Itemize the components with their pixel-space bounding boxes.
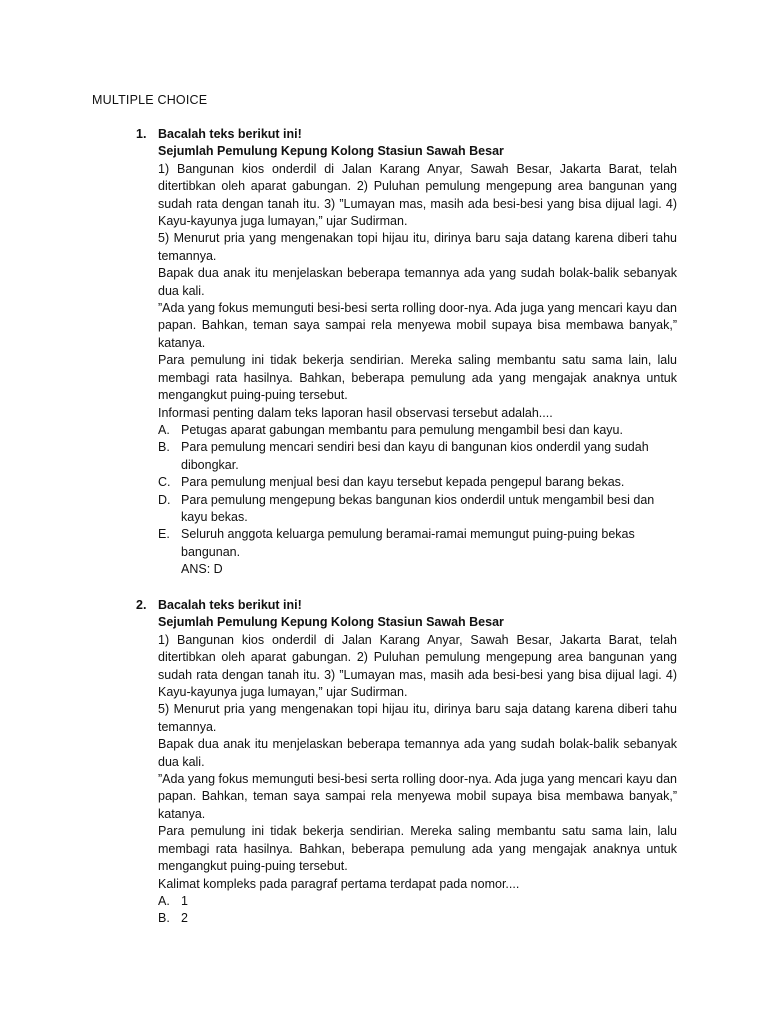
option-text: Para pemulung mencari sendiri besi dan kayu di bangunan kios onderdil yang sudah dibongkar. xyxy=(181,440,649,472)
answer-option-e xyxy=(158,526,677,561)
question-prompt: Informasi penting dalam teks laporan hasil observasi tersebut adalah.... xyxy=(158,405,553,420)
question-instruction: Bacalah teks berikut ini! xyxy=(158,127,302,141)
option-letter: B. xyxy=(158,911,170,926)
option-letter: B. xyxy=(158,440,170,455)
article-paragraph: 1) Bangunan kios onderdil di Jalan Karang Anyar, Sawah Besar, Jakarta Barat, telah ditertibkan oleh aparat gabungan. 2) Puluhan pemulung mengepung area bangunan yang sudah rata dengan tanah itu. 3) ”Lumayan mas, masih ada besi-besi yang bisa dijual lagi. 4) Kayu-kayunya juga lumayan,” ujar Sudirman. xyxy=(158,161,677,229)
answer-option-a xyxy=(158,893,677,910)
article-title: Sejumlah Pemulung Kepung Kolong Stasiun Sawah Besar xyxy=(158,144,504,159)
answer-key: ANS: D xyxy=(181,562,223,577)
option-text: Para pemulung mengepung bekas bangunan kios onderdil untuk mengambil besi dan kayu bekas. xyxy=(181,492,655,524)
answer-option-a xyxy=(158,422,677,439)
section-heading: MULTIPLE CHOICE xyxy=(92,93,208,107)
answer-option-b xyxy=(158,439,677,474)
option-text: Para pemulung menjual besi dan kayu tersebut kepada pengepul barang bekas. xyxy=(181,475,625,490)
option-letter: E. xyxy=(158,527,170,542)
answer-option-b xyxy=(158,910,677,927)
question-prompt: Kalimat kompleks pada paragraf pertama terdapat pada nomor.... xyxy=(158,876,520,891)
question-body xyxy=(158,126,677,579)
article-title: Sejumlah Pemulung Kepung Kolong Stasiun Sawah Besar xyxy=(158,615,504,630)
option-text: 2 xyxy=(181,911,188,926)
option-letter: D. xyxy=(158,492,171,507)
article-paragraph: Para pemulung ini tidak bekerja sendirian. Mereka saling membantu satu sama lain, lalu membagi rata hasilnya. Bahkan, beberapa pemulung ada yang mengajak anaknya untuk mengangkut puing-puing tersebut. xyxy=(158,353,677,403)
option-letter: A. xyxy=(158,893,170,908)
question-number: 1. xyxy=(136,127,147,141)
article-paragraph: 5) Menurut pria yang mengenakan topi hijau itu, dirinya baru saja datang karena diberi tahu temannya. xyxy=(158,702,677,734)
answer-option-d xyxy=(158,492,677,527)
option-text: 1 xyxy=(181,893,188,908)
option-text: Petugas aparat gabungan membantu para pemulung mengambil besi dan kayu. xyxy=(181,422,623,437)
question-instruction: Bacalah teks berikut ini! xyxy=(158,598,302,612)
article-paragraph: Bapak dua anak itu menjelaskan beberapa temannya ada yang sudah bolak-balik sebanyak dua kali. xyxy=(158,266,677,298)
article-paragraph: 1) Bangunan kios onderdil di Jalan Karang Anyar, Sawah Besar, Jakarta Barat, telah ditertibkan oleh aparat gabungan. 2) Puluhan pemulung mengepung area bangunan yang sudah rata dengan tanah itu. 3) ”Lumayan mas, masih ada besi-besi yang bisa dijual lagi. 4) Kayu-kayunya juga lumayan,” ujar Sudirman. xyxy=(158,632,677,700)
question-1 xyxy=(136,126,677,579)
question-2 xyxy=(136,597,677,928)
article-paragraph: 5) Menurut pria yang mengenakan topi hijau itu, dirinya baru saja datang karena diberi tahu temannya. xyxy=(158,231,677,263)
answer-option-c xyxy=(158,474,677,491)
article-paragraph: Bapak dua anak itu menjelaskan beberapa temannya ada yang sudah bolak-balik sebanyak dua kali. xyxy=(158,737,677,769)
question-number: 2. xyxy=(136,598,147,612)
article-paragraph: Para pemulung ini tidak bekerja sendirian. Mereka saling membantu satu sama lain, lalu membagi rata hasilnya. Bahkan, beberapa pemulung ada yang mengajak anaknya untuk mengangkut puing-puing tersebut. xyxy=(158,824,677,874)
question-body xyxy=(158,597,677,928)
option-letter: A. xyxy=(158,422,170,437)
article-paragraph: ”Ada yang fokus memunguti besi-besi serta rolling door-nya. Ada juga yang mencari kayu dan papan. Bahkan, teman saya sampai rela menyewa mobil supaya bisa membawa banyak,” katanya. xyxy=(158,772,677,821)
option-text: Seluruh anggota keluarga pemulung beramai-ramai memungut puing-puing bekas bangunan. xyxy=(181,527,635,559)
option-letter: C. xyxy=(158,475,171,490)
article-paragraph: ”Ada yang fokus memunguti besi-besi serta rolling door-nya. Ada juga yang mencari kayu dan papan. Bahkan, teman saya sampai rela menyewa mobil supaya bisa membawa banyak,” katanya. xyxy=(158,301,677,350)
